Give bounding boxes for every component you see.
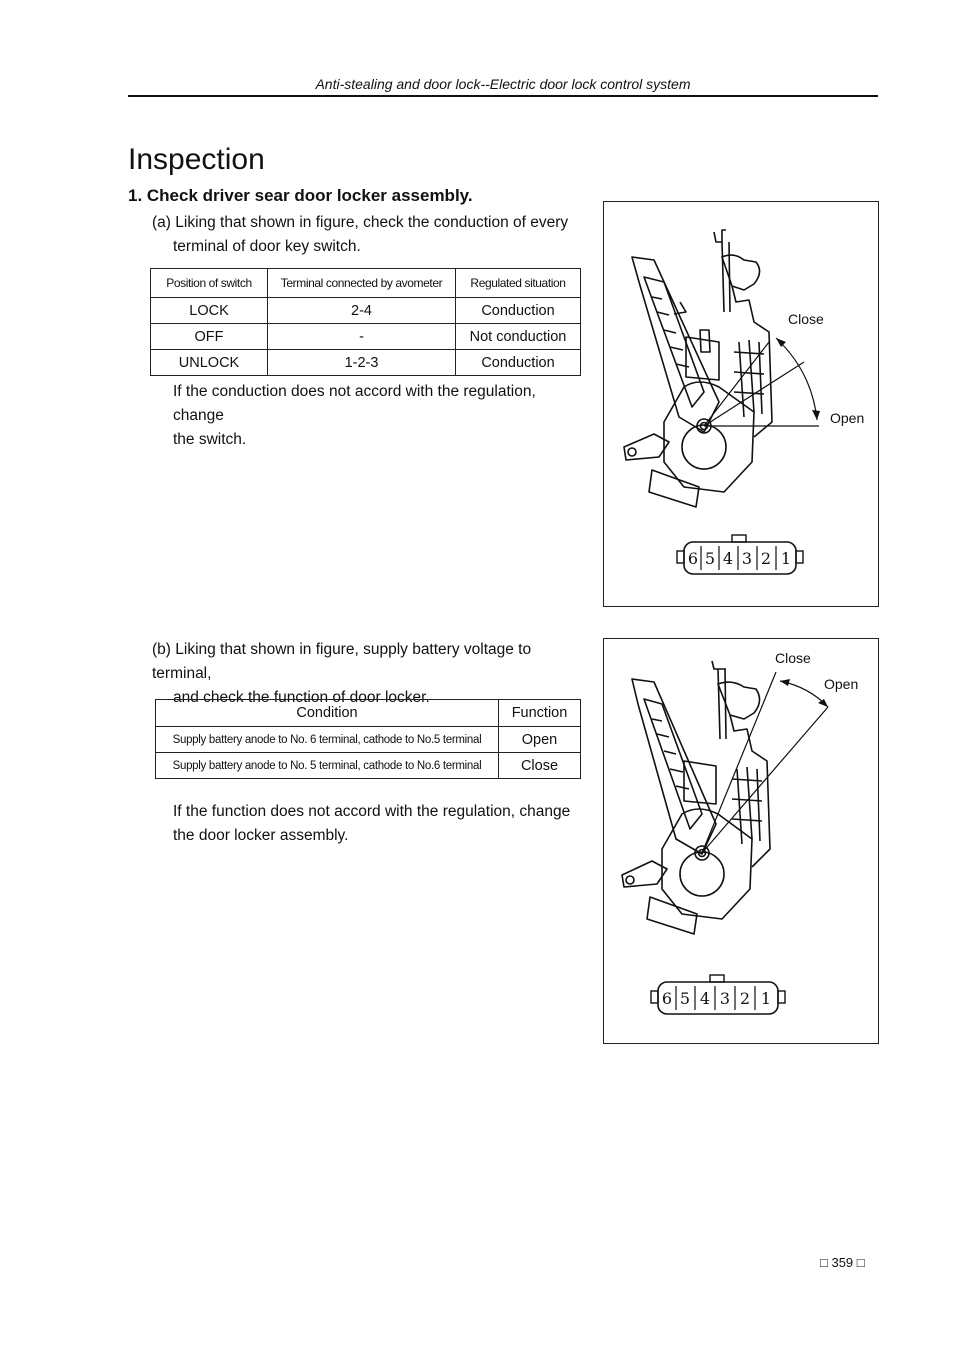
page-number-right-mark: □: [853, 1255, 865, 1270]
table-cell: -: [268, 324, 456, 350]
switch-conduction-table: [150, 268, 581, 376]
part-a-line-2: terminal of door key switch.: [173, 238, 361, 255]
part-b-line-2: and check the function of door locker.: [173, 689, 430, 706]
door-lock-figure-2: [603, 638, 879, 1044]
page-number-left-mark: □: [820, 1255, 832, 1270]
table-cell: Supply battery anode to No. 6 terminal, cathode to No.5 terminal: [156, 727, 499, 753]
table-row: [151, 350, 581, 376]
step-heading: 1. Check driver sear door locker assembly.: [128, 186, 473, 205]
part-a-line-1: (a) Liking that shown in figure, check the conduction of every: [152, 214, 569, 231]
table-cell: 1-2-3: [268, 350, 456, 376]
table-cell: LOCK: [151, 298, 268, 324]
table-row: [156, 753, 581, 779]
table-cell: Open: [499, 727, 581, 753]
table-cell: Supply battery anode to No. 5 terminal, cathode to No.6 terminal: [156, 753, 499, 779]
door-lock-illustration: [604, 639, 878, 1043]
column-header: Function: [499, 700, 581, 727]
table-row: [151, 324, 581, 350]
terminal-label: 3: [719, 989, 731, 1008]
door-lock-illustration: [604, 202, 878, 606]
part-a-instruction: [152, 211, 582, 259]
terminal-label: 6: [687, 549, 699, 568]
table-cell: UNLOCK: [151, 350, 268, 376]
column-header: Condition: [156, 700, 499, 727]
door-lock-figure-1: [603, 201, 879, 607]
table-cell: Conduction: [456, 298, 581, 324]
table-cell: Conduction: [456, 350, 581, 376]
part-a-note-line-1: If the conduction does not accord with the regulation, change: [173, 383, 536, 424]
terminal-label: 2: [760, 549, 772, 568]
close-label: Close: [788, 311, 824, 327]
column-header: Regulated situation: [456, 269, 581, 298]
part-b-note-line-2: the door locker assembly.: [173, 827, 349, 844]
terminal-label: 3: [741, 549, 753, 568]
table-cell: 2-4: [268, 298, 456, 324]
part-a-note: [173, 380, 583, 452]
page-number-value: 359: [831, 1255, 854, 1270]
terminal-label: 1: [760, 989, 772, 1008]
terminal-label: 4: [699, 989, 711, 1008]
connector-housing: [651, 975, 785, 1014]
section-title: Inspection: [128, 143, 265, 176]
open-label: Open: [830, 410, 865, 426]
column-header: Terminal connected by avometer: [268, 269, 456, 298]
page-number: [820, 1255, 865, 1270]
part-b-note: [173, 800, 583, 848]
terminal-label: 5: [704, 549, 716, 568]
terminal-label: 2: [739, 989, 751, 1008]
terminal-label: 4: [722, 549, 734, 568]
running-header: Anti-stealing and door lock--Electric door lock control system: [315, 76, 691, 92]
table-cell: Not conduction: [456, 324, 581, 350]
table-cell: Close: [499, 753, 581, 779]
terminal-label: 6: [661, 989, 673, 1008]
connector-housing: [677, 535, 803, 574]
terminal-label: 1: [780, 549, 792, 568]
header-rule: [128, 95, 878, 97]
table-cell: OFF: [151, 324, 268, 350]
table-header-row: [151, 269, 581, 298]
table-header-row: [156, 700, 581, 727]
part-a-note-line-2: the switch.: [173, 431, 247, 448]
part-b-note-line-1: If the function does not accord with the regulation, change: [173, 803, 571, 820]
actuator-function-table: [155, 699, 581, 779]
terminal-label: 5: [679, 989, 691, 1008]
open-label: Open: [824, 676, 859, 692]
close-label: Close: [775, 650, 811, 666]
table-row: [151, 298, 581, 324]
column-header: Position of switch: [151, 269, 268, 298]
part-b-line-1: (b) Liking that shown in figure, supply battery voltage to terminal,: [152, 641, 532, 682]
table-row: [156, 727, 581, 753]
